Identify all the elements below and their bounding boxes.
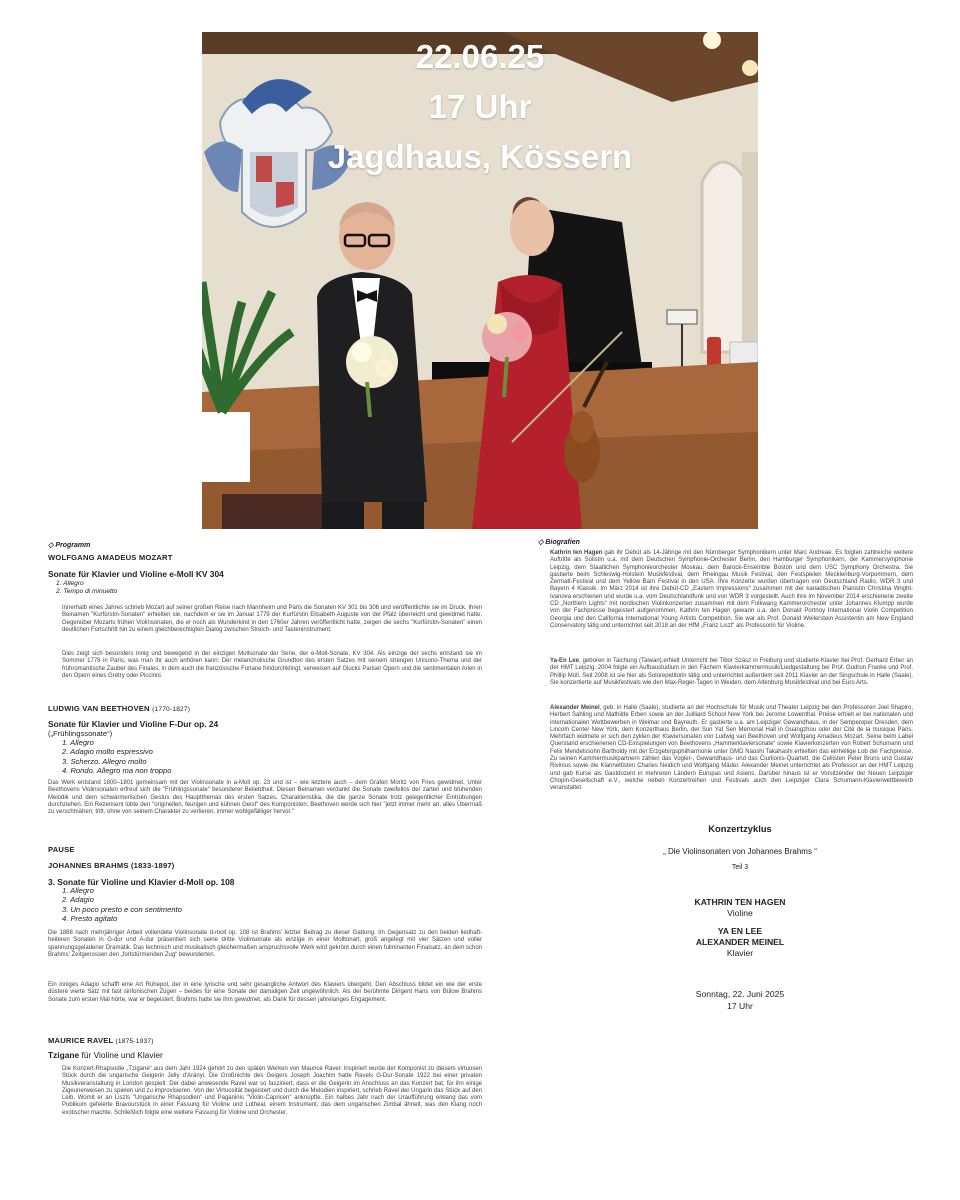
composer-brahms: JOHANNES BRAHMS (1833-1897): [48, 861, 175, 870]
performer-violin: KATHRIN TEN HAGEN: [694, 897, 786, 907]
movement: 4. Rondo. Allegro ma non troppo: [62, 766, 172, 776]
work-beethoven: Sonate für Klavier und Violine F-Dur op. 24: [48, 719, 219, 729]
bio-name: Ya-En Lee: [550, 658, 579, 664]
wall-corner: [742, 152, 758, 372]
mozart-paragraph-1: Innerhalb eines Jahres schrieb Mozart auf seiner großen Reise nach Mannheim und Paris die Sonaten KV 301 bis 306 und veröffentlichte sie im Druck. Ihren Beinamen "Kurfürstin-Sonaten" erhielten sie, nachdem er sie im Januar 1779 der Kurfürstin Elisabeth Auguste von der Pfalz überreicht und gewidmet hatte. Gegenüber Mozarts frühen Violinsonaten, die er noch als Wunderkind in den 1760er Jahren veröffentlicht hatte, zeigen die sechs "Kurfürstin-Sonaten" einen deutlichen Fortschritt hin zu einem gleichberechtigten Dialog zwischen Streich- und Tasteninstrument.: [62, 605, 482, 633]
performer-piano-2: ALEXANDER MEINEL: [695, 937, 785, 947]
performer-piano-1: YA EN LEE: [717, 926, 763, 936]
bio-meinel: Alexander Meinel, geb. in Halle (Saale), studierte an der Hochschule für Musik und Theater Leipzig bei den Professoren Joel Shapiro, Herbert Sahling und Mathilde Erben sowie an der Juilliard School New York bei Jerome Lowenthal. Preise erhielt er bei nationalen und internationalen Wettbewerben in Weimar und Bayreuth. Er gastierte u.a. am Leipziger Gewandhaus, in der Semperoper Dresden, dem Lincoln Center New York, dem Konzerthaus Berlin, der Sun Yat Sen Memorial Hall in Guangzhou oder der Cité de la musique Paris. Mehrfach widmete er sich den zyklen der Klaviersonaten von Ludwig van Beethoven und Wolfgang Amadeus Mozart. Seine beim Label Querstand erschienenen CD-Einspielungen von Beethovens „Hammerklaviersonate“ sowie Klavierkonzerten von Robert Schumann und Felix Mendelssohn Bartholdy mit der Erzgebirgsphilharmonie unter GMD Naoshi Takahashi erhielten das einhellige Lob der Fachpresse. Zu seinen Kammermusikpartnern zählen das Vogler-, Gewandhaus- und das Čiurlionis-Quartett, die Cellisten Peter Bruns und Gustav Rivinius sowie die Klarinettisten Charles Neidich und Wolfgang Mäder. Alexander Meinel unterrichtet als Professor an der HMT Leipzig und gab Kurse als Gastdozent in mehreren Ländern Europas und Asiens. Darüber hinaus ist er Vorsitzender der Neuen Leipziger Chopin-Gesellschaft e.V., welche neben Konzertreihen und Festivals auch den Leipziger Clara Schumann-Klavierwettbewerb veranstaltet.: [550, 705, 913, 792]
instrument-piano: Klavier: [726, 948, 754, 958]
movement: 3. Scherzo. Allegro molto: [62, 756, 147, 766]
bench: [222, 494, 330, 529]
movement: 2. Adagio: [62, 895, 94, 905]
work-brahms: 3. Sonate für Violine und Klavier d-Moll op. 108: [48, 877, 235, 887]
brahms-paragraph-1: Die 1888 nach mehrjähriger Arbeit vollendete Violinsonate d-moll op. 108 ist Brahms' letzter Beitrag zu dieser Gattung. Im Gegensatz zu den beiden liedhaft-heiteren Sonaten in G-dur und A-dur präsentiert sich seine dritte Violinsonate als einzige in einer Molltonart, groß angelegt mit vier Sätzen und voller spannungsgeladener Dramatik. Das technisch und musikalisch gleichermaßen anspruchsvolle Werk wird gekrönt durch einen fulminanten Finalsatz, an dem schon Brahms' Zeitgenossen den „fortstürmenden Zug“ bewunderten.: [48, 930, 482, 958]
movement: 1. Allegro: [62, 886, 94, 895]
work-ravel: Tzigane für Violine und Klavier: [48, 1050, 163, 1060]
beethoven-movements: [62, 738, 171, 776]
composer-mozart: WOLFGANG AMADEUS MOZART: [48, 553, 173, 562]
concert-date: Sonntag, 22. Juni 2025: [695, 989, 785, 999]
pause-label: PAUSE: [48, 845, 75, 854]
movement: 2. Tempo di minuetto: [56, 588, 118, 595]
movement: 1. Allegro: [62, 738, 94, 747]
brahms-movements: [62, 886, 182, 924]
composer-ravel: MAURICE RAVEL (1875-1937): [48, 1036, 154, 1045]
mozart-paragraph-2: Dies zeigt sich besonders innig und bewegend in der einzigen Mollsonate der Serie, der e-Moll-Sonate, KV 304. Als einzige der sechs entstand sie im Sommer 1778 in Paris, was man ihr auch anhören kann: Der melancholische Grundton des ersten Satzes mit seinem strengen Unisono-Thema und der frühromantische Zauber des Finales, in dem auch die französische Forlane hindurchklingt, verweisen auf Glucks Pariser Opern und die sentimentalen Arien in den Opern eines Grétry oder Piccinni.: [62, 651, 482, 679]
overlay-date: 22.06.25: [415, 38, 545, 75]
bio-name: Kathrin ten Hagen: [550, 550, 603, 556]
bios-heading: ◇ Biografien: [538, 539, 580, 546]
movement: 1. Allegro: [56, 580, 84, 587]
mozart-movements: [56, 580, 117, 596]
movement: 3. Un poco presto e con sentimento: [62, 904, 182, 914]
instrument-violin: Violine: [727, 908, 753, 918]
composer-beethoven: LUDWIG VAN BEETHOVEN (1770-1827): [48, 704, 191, 713]
concert-time: 17 Uhr: [727, 1001, 753, 1011]
ravel-paragraph: Die Konzert-Rhapsodie „Tzigane“ aus dem Jahr 1924 gehört zu den späten Werken von Maurice Ravel: Inspiriert wurde der Komponist zu diesem virtuosen Stück durch die ungarische Geigerin Jelly d'Arányi. Die Großnichte des Geigers Joseph Joachim hatte Ravels G-Dur-Sonate 1922 bei einer privaten Musikveranstaltung in London gespielt. Der dabei anwesende Ravel war so fasziniert, dass er die Geigerin im Anschluss an das Konzert bat, für ihn einige Zigeunerweisen zu spielen und zu improvisieren. Von der Virtuosität begeistert und durch die Melodien inspiriert, schrieb Ravel der Ungarin das Stück auf den Leib. Womit er an Liszts "Ungarische Rhapsodien" und Paganinis "Violin-Capricen" anknüpfte. Ein halbes Jahr nach der Uraufführung erklang das vom Publikum gefeierte Bravourstück in einer Fassung für Violine und Luthéal, einem Instrument, das dem ungarischen Zimbal ähnelt, was den Klang noch exotischer machte. Schließlich folgte eine weitere Fassung für Violine und Orchester.: [62, 1066, 482, 1116]
program-heading: ◇ Programm: [48, 542, 91, 549]
window-arch: [702, 162, 747, 352]
overlay-time: 17 Uhr: [428, 88, 532, 125]
beethoven-nickname: („Frühlingssonate“): [48, 729, 113, 738]
movement: 4. Presto agitato: [62, 914, 118, 924]
concert-photo: [202, 32, 758, 529]
overlay-location: Jagdhaus, Kössern: [327, 138, 633, 175]
bio-lee: Ya-En Lee, geboren in Taichung (Taiwan),erhielt Unterricht bei Tibor Szász in Freiburg und studierte Klavier bei Prof. Gerhard Erber an der HMT Leipzig. 2004 folgte ein Aufbaustudium in den Fächern Klavierkammermusik/Liedgestaltung bei Prof. Gudrun Franke und Prof. Phillip Moll. Seit 2008 ist sie hier als Solorepetitorin tätig und unterrichtet außerdem seit 2011 Klavier an der Singschule in Halle (Saale). Sie konzertierte auf Musikfestivals wie den Max-Reger-Tagen in Weiden, dem Altenburg Musikfestival und bei Euro Arts.: [550, 658, 913, 686]
bio-name: Alexander Meinel: [550, 705, 600, 711]
cycle-title: Konzertzyklus: [708, 823, 772, 834]
beethoven-paragraph: Das Werk entstand 1800–1801 gemeinsam mit der Violinsonate in a-Moll op. 23 und ist – wie letztere auch – dem Grafen Moritz von Fries gewidmet. Unter Beethovens Violinsonaten erfreut sich die "Frühlingssonate" besonderer Beliebtheit. Diesen Beinamen verdankt die Sonate zweifellos der zarten und blühenden Melodik und dem schwärmerischen Gestus des Hauptthemas des ersten Satzes, Charakteristika, die die ganze Sonate trotz gelegentlicher Eintrübungen durchziehen. Ein Rezensent lobte den "originellen, feurigen und kühnen Geist" des Komponisten; Beethoven werde sich hier "jetzt immer mehr an, alles Übermaß zu verschmähen; tritt, ohne von seinem Charakter zu verlieren, immer wohlgefälliger hervor.": [48, 780, 482, 816]
cycle-part: Teil 3: [731, 864, 749, 871]
work-mozart: Sonate für Klavier und Violine e-Moll KV 304: [48, 569, 224, 579]
brahms-paragraph-2: Ein inniges Adagio schafft eine Art Ruhepol, der in eine lyrische und sehr gesangliche Antwort des Klaviers übergeht. Den Abschluss bildet ein wie der erste düstere vierte Satz mit fast sinfonischen Zügen – beides für eine Sonate der damaligen Zeit ungewöhnlich. Als der berühmte Dirigent Hans von Bülow Brahms Sonate zum ersten Mal hörte, war er begeistert. Brahms hatte sie ihm gewidmet, als Dank für dessen jahrelanges Engagement.: [48, 982, 482, 1003]
cycle-subtitle: „ Die Violinsonaten von Johannes Brahms “: [663, 847, 817, 856]
bio-ten-hagen: Kathrin ten Hagen gab ihr Debüt als 14-Jährige mit den Nürnberger Symphonikern unter Marc Andreae. Es folgten zahlreiche weitere Auftritte als Solistin u.a. mit dem Deutschen Symphonie-Orchester Berlin, den Hamburger Symphonikern, der Kammersymphonie Leipzig, dem Staatlichen Symphonieorchester Moskau, dem Barock-Ensemble Boston und dem USC Symphony Orchestra. Sie gastierte beim Schleswig-Holstein Musikfestival, dem Rheingau Musik Festival, den Festspielen Mecklenburg-Vorpommern, dem Zermatt-Festival und dem Yellow Barn Festival in den USA. Ihre Konzerte wurden übertragen von Deutschland Radio, WDR 3 und Bayern 4 Klassik. Im März 2014 ist ihre Debüt-CD „Eastern Impressions“ zusammen mit der kanadischen Pianistin Christina Wright-Ivanova erschienen und wurde u.a. vom Deutschlandfunk und von WDR 3 vorgestellt. Auch ihre im November 2014 erschienene zweite CD „Northern Lights“ mit nordischen Violinkonzerten zusammen mit dem Folkwang Kammerorchester unter Johannes Klumpp wurde von der Fachpresse begeistert aufgenommen. Kathrin ten Hagen gewann u.a. den Donald Portnoy International Violin Competition Georgia und den California International Young Artists Competition. Sie war als Prof. Donald Weilerstein Assistentin am New England Conservatory tätig und unterrichtet seit 2018 an der HfM „Franz Liszt“ als Professorin für Violine.: [550, 550, 914, 629]
movement: 2. Adagio molto espressivo: [62, 747, 153, 757]
